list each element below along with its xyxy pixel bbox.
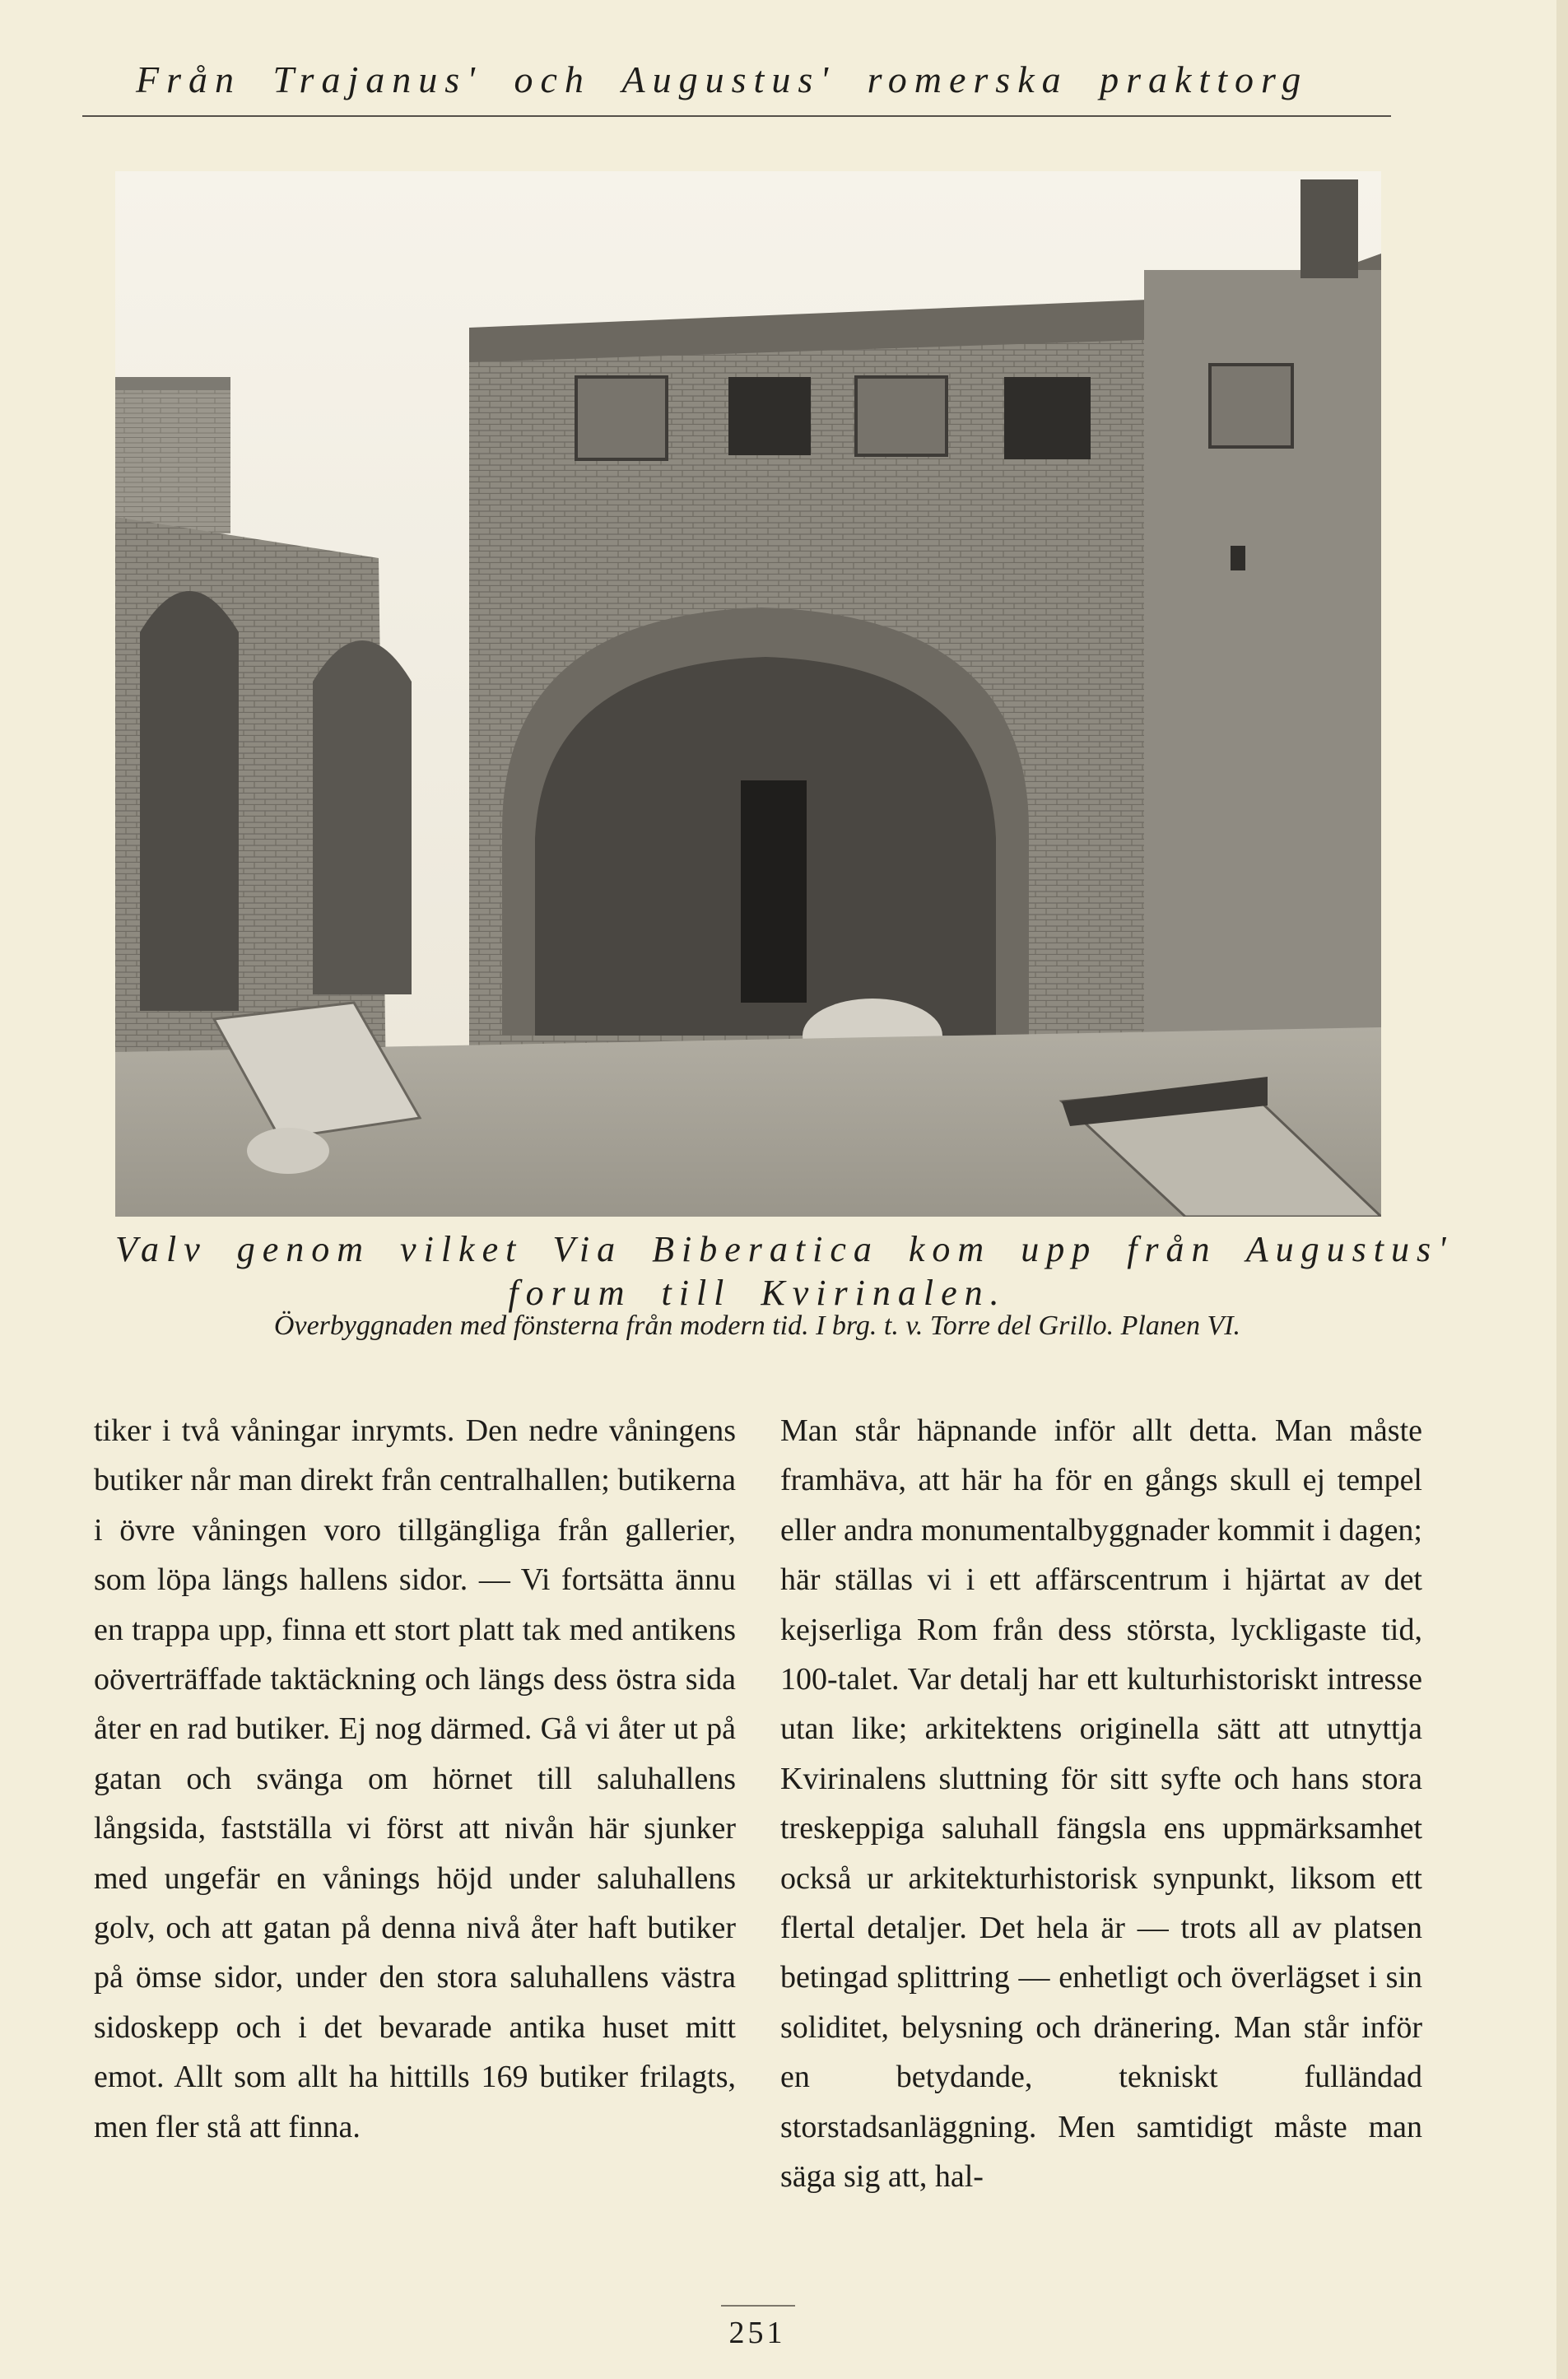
left-column-paragraph: tiker i två våningar inrymts. Den nedre våningens butiker når man direkt från centralhallen; butikerna i övre våningen voro tillgängliga från gallerier, som löpa längs hallens sidor. — Vi fortsätta ännu en trappa upp, finna ett stort platt tak med antikens oöverträffade taktäckning och längs dess östra sida åter en rad butiker. Ej nog därmed. Gå vi åter ut på gatan och svänga om hörnet till saluhallens långsida, fastställa vi först att nivån här sjunker med ungefär en vånings höjd under saluhallens golv, och att gatan på denna nivå åter haft butiker på ömse sidor, under den stora saluhallens västra sidoskepp och i det bevarade antika huset mitt emot. Allt som allt ha hittills 169 butiker frilagts, men fler stå att finna. <box>94 1413 736 2144</box>
page-number: 251 <box>728 2316 786 2350</box>
caption-title-line1: Valv genom vilket Via Biberatica kom upp från Augustus' <box>115 1229 1454 1269</box>
caption-title-line2: forum till Kvirinalen. <box>508 1273 1007 1313</box>
text-column-left <box>94 1406 736 2152</box>
header-rule <box>82 115 1391 117</box>
running-head: Från Trajanus' och Augustus' romerska prakttorg <box>136 58 1309 100</box>
right-column-paragraph: Man står häpnande inför allt detta. Man måste framhäva, att här ha för en gångs skull ej tempel eller andra monumentalbyggnader kommit i dagen; här ställas vi i ett affärscentrum i hjärtat av det kejserliga Rom från dess största, lyckligaste tid, 100-talet. Var detalj har ett kulturhistoriskt intresse utan like; arkitektens originella sätt att utnyttja Kvirinalens sluttning för sitt syfte och hans stora treskeppiga saluhall fängsla ens uppmärksamhet också ur arkitekturhistorisk synpunkt, liksom ett flertal detaljer. Det hela är — trots all av platsen betingad splittring — enhetligt och överlägset i sin soliditet, belysning och dränering. Man står inför en betydande, tekniskt fulländad storstadsanläggning. Men samtidigt måste man säga sig att, hal- <box>780 1413 1422 2195</box>
caption-note: Överbyggnaden med fönsterna från modern tid. I brg. t. v. Torre del Grillo. Planen VI. <box>273 1311 1241 1341</box>
figure-painting <box>115 171 1381 1217</box>
folio-rule <box>721 2305 795 2307</box>
text-column-right <box>780 1406 1422 2202</box>
painting-arched-vault-courtyard-icon <box>115 171 1381 1217</box>
